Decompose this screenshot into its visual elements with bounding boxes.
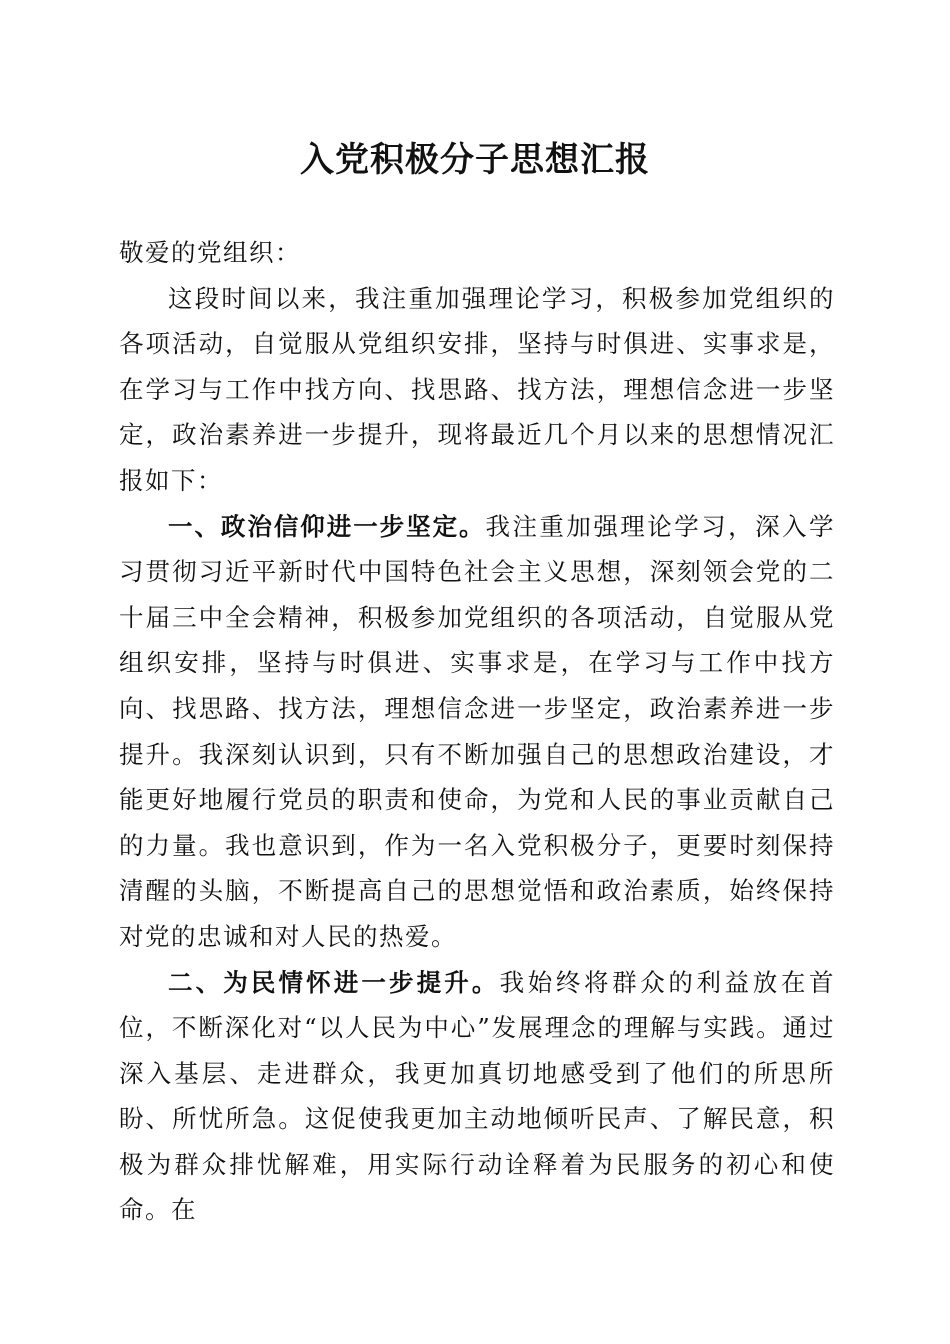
document-title: 入党积极分子思想汇报 xyxy=(300,140,650,180)
section-text-2: 我始终将群众的利益放在首位，不断深化对“以人民为中心”发展理念的理解与实践。通过深入基层、走进群众，我更加真切地感受到了他们的所思所盼、所忧所急。这促使我更加主动地倾听民声、了解民意，积极为群众排忧解难，用实际行动诠释着为民服务的初心和使命。在 xyxy=(119,967,836,1225)
document-body xyxy=(119,230,835,1233)
intro-paragraph: 这段时间以来，我注重加强理论学习，积极参加党组织的各项活动，自觉服从党组织安排，坚持与时俱进、实事求是，在学习与工作中找方向、找思路、找方法，理想信念进一步坚定，政治素养进一步提升，现将最近几个月以来的思想情况汇报如下： xyxy=(119,283,835,495)
section-text-1: 我注重加强理论学习，深入学习贯彻习近平新时代中国特色社会主义思想，深刻领会党的二十届三中全会精神，积极参加党组织的各项活动，自觉服从党组织安排，坚持与时俱进、实事求是，在学习与工作中找方向、找思路、找方法，理想信念进一步坚定，政治素养进一步提升。我深刻认识到，只有不断加强自己的思想政治建设，才能更好地履行党员的职责和使命，为党和人民的事业贡献自己的力量。我也意识到，作为一名入党积极分子，更要时刻保持清醒的头脑，不断提高自己的思想觉悟和政治素质，始终保持对党的忠诚和对人民的热爱。 xyxy=(119,511,835,951)
salutation: 敬爱的党组织： xyxy=(119,238,301,267)
section-paragraph-2 xyxy=(119,960,835,1234)
section-heading-1: 一、政治信仰进一步坚定。 xyxy=(168,511,486,541)
section-heading-2: 二、为民情怀进一步提升。 xyxy=(168,967,500,997)
section-paragraph-1 xyxy=(119,504,835,960)
